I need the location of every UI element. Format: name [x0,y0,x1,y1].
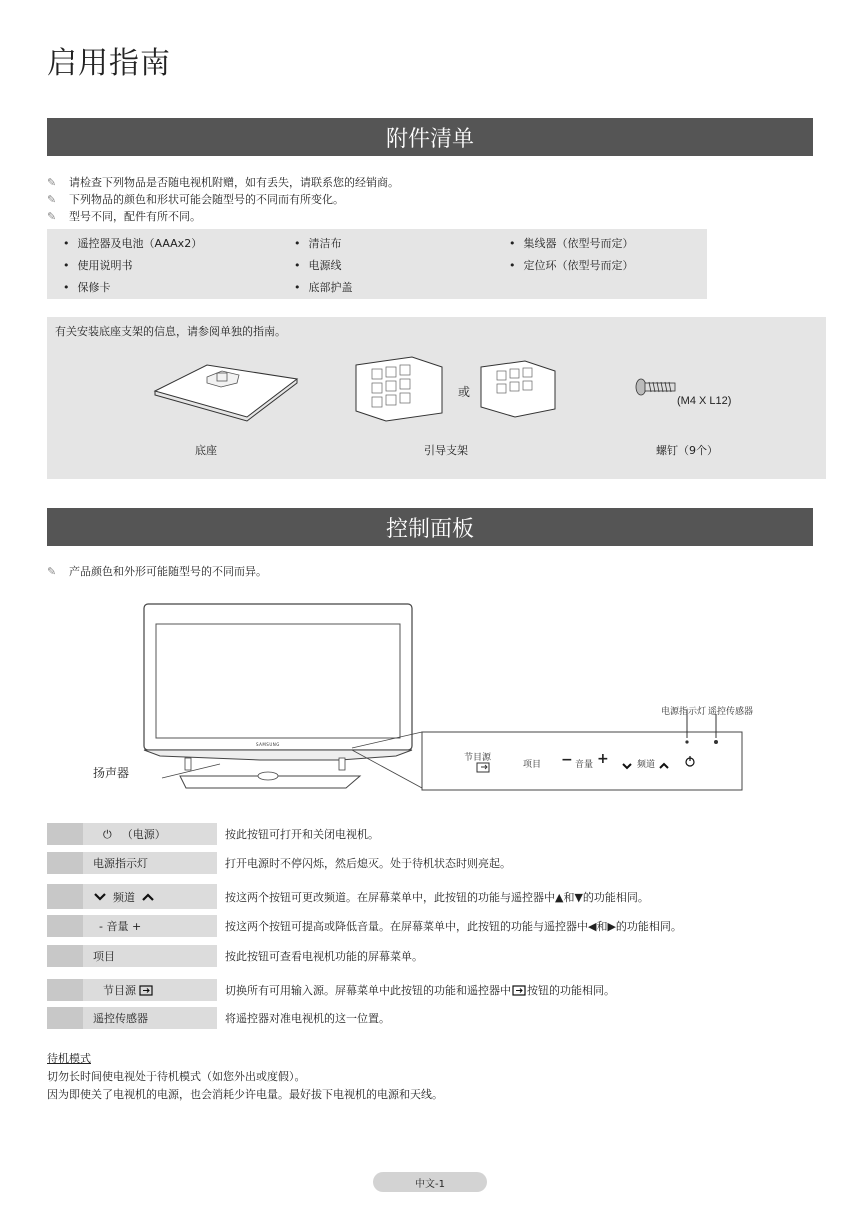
source-icon [139,985,153,996]
control-note-text: 产品颜色和外形可能随型号的不同而异。 [69,565,267,578]
control-row [47,945,817,967]
accessory-note-text: 下列物品的颜色和形状可能会随型号的不同而有所变化。 [69,193,344,206]
page-number: 中文-1 [373,1172,487,1192]
control-row [47,1007,817,1029]
menu-button-label: 项目 [523,760,542,770]
power-icon: ⏻ [103,828,112,841]
remote-sensor-label: 遥控传感器 [708,707,754,717]
control-row [47,823,817,845]
standby-line: 切勿长时间使电视处于待机模式（如您外出或度假）。 [47,1070,306,1083]
accessory-item: • 清洁布 [294,235,342,251]
chevron-down-icon [93,892,107,902]
control-note [47,563,267,579]
control-row [47,915,817,937]
control-row-desc: 切换所有可用输入源。屏幕菜单中此按钮的功能和遥控器中 按钮的功能相同。 [225,984,615,997]
standby-line: 因为即使关了电视机的电源，也会消耗少许电量。最好拔下电视机的电源和天线。 [47,1088,443,1101]
control-row-desc: 按此按钮可打开和关闭电视机。 [225,828,379,841]
guide-bracket-alt-illustration [475,359,565,421]
control-row-desc: 打开电源时不停闪烁，然后熄灭。处于待机状态时则亮起。 [225,857,511,870]
control-row-desc: 将遥控器对准电视机的这一位置。 [225,1012,390,1025]
control-row-label: ⏻ （电源） [47,823,217,845]
control-row-label: 遥控传感器 [47,1007,217,1029]
page-title: 启用指南 [47,46,171,81]
accessories-heading: 附件清单 [47,118,813,156]
control-row-label: 节目源 [47,979,217,1001]
control-row-label: - 音量 + [47,915,217,937]
control-row [47,852,817,874]
stand-label: 底座 [195,444,217,457]
pencil-note-icon: ✎ [47,564,57,578]
tv-illustration [140,600,755,800]
control-row-label: 电源指示灯 [47,852,217,874]
screw-illustration [635,377,681,397]
volume-up-button: + [597,751,609,767]
brand-logo: SAMSUNG [256,742,280,747]
accessory-item: • 定位环（依型号而定） [509,257,634,273]
power-indicator-label: 电源指示灯 [661,707,707,717]
standby-title: 待机模式 [47,1052,91,1065]
guide-bracket-illustration [352,355,452,425]
accessory-note-text: 型号不同，配件有所不同。 [69,210,201,223]
accessory-item: • 遥控器及电池（AAAx2） [63,235,202,251]
screw-spec: (M4 X L12) [677,395,732,407]
accessory-note [47,191,344,207]
pencil-note-icon: ✎ [47,175,57,189]
accessory-item: • 集线器（依型号而定） [509,235,634,251]
control-row-label: 项目 [47,945,217,967]
accessory-note-text: 请检查下列物品是否随电视机附赠，如有丢失，请联系您的经销商。 [69,176,399,189]
screw-label: 螺钉（9个） [656,444,718,457]
control-row-desc: 按这两个按钮可提高或降低音量。在屏幕菜单中，此按钮的功能与遥控器中◀和▶的功能相同。 [225,920,682,933]
chevron-up-icon [141,892,155,902]
guide-label: 引导支架 [424,444,468,457]
accessory-note [47,174,399,190]
volume-label: 音量 [575,760,594,770]
control-row [47,884,817,909]
volume-down-button: − [561,752,573,768]
pencil-note-icon: ✎ [47,192,57,206]
control-panel-heading: 控制面板 [47,508,813,546]
control-row-desc: 按这两个按钮可更改频道。在屏幕菜单中，此按钮的功能与遥控器中▲和▼的功能相同。 [225,890,649,904]
control-row-label: 频道 [47,884,217,909]
accessory-item: • 保修卡 [63,279,111,295]
stand-illustration [147,351,307,431]
speaker-label: 扬声器 [93,766,130,780]
accessory-item: • 底部护盖 [294,279,353,295]
source-button-label: 节目源 [464,753,492,763]
source-icon [512,985,526,996]
or-text: 或 [458,385,471,399]
accessory-list [47,229,707,299]
control-row-desc: 按此按钮可查看电视机功能的屏幕菜单。 [225,950,423,963]
accessory-item: • 使用说明书 [63,257,133,273]
accessory-note [47,208,201,224]
accessory-item: • 电源线 [294,257,342,273]
control-row [47,979,817,1001]
channel-label: 频道 [637,760,656,770]
pencil-note-icon: ✎ [47,209,57,223]
stand-info-text: 有关安装底座支架的信息，请参阅单独的指南。 [55,325,286,338]
stand-info-box [47,317,826,479]
